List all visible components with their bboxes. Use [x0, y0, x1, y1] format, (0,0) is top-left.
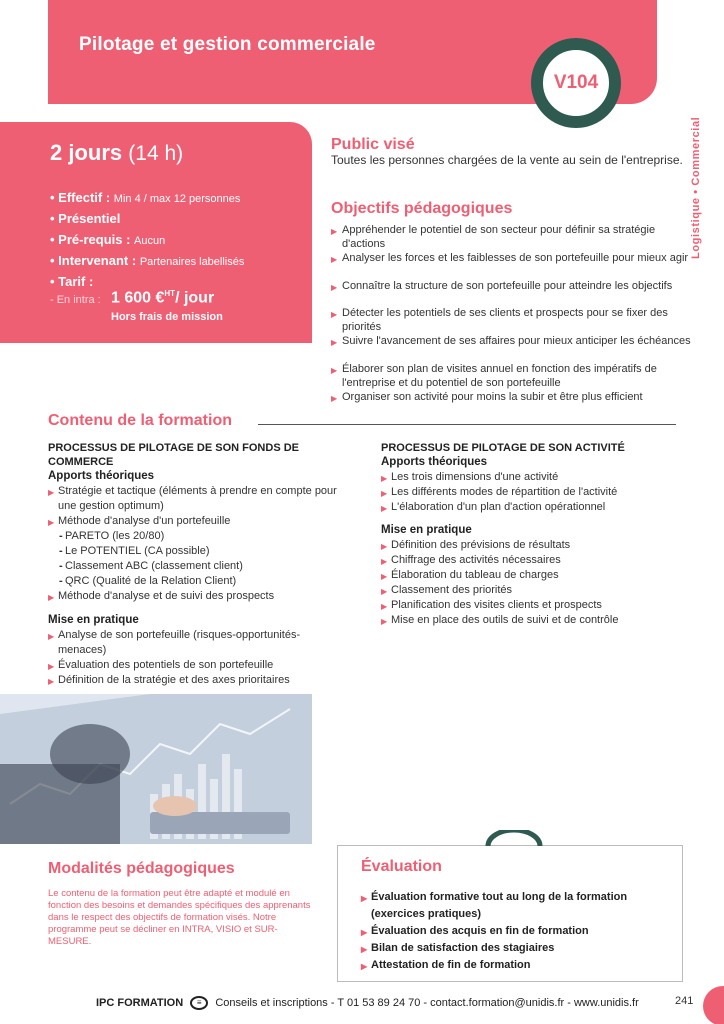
price-note: Hors frais de mission: [111, 311, 223, 323]
triangle-bullet-icon: ▶: [48, 662, 55, 671]
list-item: ▶ Bilan de satisfaction des stagiaires: [361, 940, 661, 957]
presentiel-label: Présentiel: [58, 211, 121, 226]
evaluation-list: [361, 889, 661, 974]
triangle-bullet-icon: ▶: [381, 504, 388, 513]
triangle-bullet-icon: ▶: [48, 518, 55, 527]
page-corner-dot: [703, 986, 724, 1024]
triangle-bullet-icon: ▶: [331, 310, 338, 319]
prerequis-value: Aucun: [134, 235, 166, 247]
duration-hours: (14 h): [128, 142, 184, 165]
evaluation-box-decoration: [338, 830, 684, 850]
list-item: ▶ Stratégie et tactique (éléments à prendre en compte pour une gestion optimum): [48, 485, 337, 512]
public-text: Toutes les personnes chargées de la vente au sein de l'entreprise.: [331, 153, 683, 167]
duration-days: 2 jours: [50, 140, 123, 165]
objectif-item: ▶ Suivre l'avancement de ses affaires pour mieux anticiper les échéances: [331, 335, 691, 349]
list-item: ▶ Méthode d'analyse d'un portefeuille: [48, 514, 348, 529]
triangle-bullet-icon: ▶: [331, 255, 338, 264]
objectifs-title: Objectifs pédagogiques: [331, 200, 513, 217]
right-apports-title: Apports théoriques: [381, 456, 488, 468]
triangle-bullet-icon: ▶: [381, 557, 388, 566]
triangle-bullet-icon: ▶: [361, 928, 368, 937]
triangle-bullet-icon: ▶: [381, 617, 388, 626]
triangle-bullet-icon: ▶: [331, 338, 338, 347]
intervenant-value: Partenaires labellisés: [139, 256, 245, 268]
objectif-item: ▶ Appréhender le potentiel de son secteur pour définir sa stratégie d'actions: [331, 224, 656, 250]
triangle-bullet-icon: ▶: [48, 632, 55, 641]
right-process-title: PROCESSUS DE PILOTAGE DE SON ACTIVITÉ: [381, 442, 625, 454]
price-value: 1 600 €: [111, 289, 165, 307]
sub-list-item: - Classement ABC (classement client): [59, 560, 243, 572]
right-pratique-title: Mise en pratique: [381, 524, 472, 536]
info-presentiel: • Présentiel: [50, 211, 121, 226]
list-item: ▶ Évaluation des acquis en fin de formation: [361, 923, 661, 940]
list-item: ▶ Analyse de son portefeuille (risques-opportunités-menaces): [48, 629, 301, 656]
page-title: Pilotage et gestion commerciale: [79, 34, 376, 55]
footer-brand: IPC FORMATION: [96, 996, 184, 1009]
page-number: 241: [675, 995, 694, 1007]
intervenant-label: Intervenant :: [58, 253, 137, 268]
list-item: ▶ Classement des priorités: [381, 583, 681, 598]
modalites-title: Modalités pédagogiques: [48, 860, 235, 877]
side-category-label: Logistique • Commercial: [690, 116, 702, 260]
left-apports-title: Apports théoriques: [48, 470, 155, 482]
contact-icon: ≡: [190, 996, 208, 1010]
triangle-bullet-icon: ▶: [381, 572, 388, 581]
objectif-item: ▶ Organiser son activité pour moins la subir et être plus efficient: [331, 391, 691, 405]
list-item: ▶ Planification des visites clients et prospects: [381, 598, 681, 613]
objectif-item: ▶ Connaître la structure de son portefeuille pour atteindre les objectifs: [331, 280, 691, 294]
list-item: ▶ Les différents modes de répartition de l'activité: [381, 485, 681, 500]
triangle-bullet-icon: ▶: [331, 283, 338, 292]
footer: [96, 996, 656, 1010]
prerequis-label: Pré-requis :: [58, 232, 131, 247]
effectif-label: Effectif :: [58, 190, 111, 205]
list-item: ▶ Évaluation des potentiels de son portefeuille: [48, 658, 348, 673]
triangle-bullet-icon: ▶: [381, 542, 388, 551]
duration: [50, 140, 183, 166]
sub-list-item: - Le POTENTIEL (CA possible): [59, 545, 210, 557]
triangle-bullet-icon: ▶: [381, 587, 388, 596]
effectif-value: Min 4 / max 12 personnes: [113, 193, 241, 205]
left-process-title: PROCESSUS DE PILOTAGE DE SON FONDS DE COMMERCE: [48, 442, 299, 468]
triangle-bullet-icon: ▶: [331, 394, 338, 403]
contenu-right-column: [381, 441, 681, 628]
course-code: V104: [553, 72, 599, 93]
public-title: Public visé: [331, 136, 415, 153]
triangle-bullet-icon: ▶: [381, 602, 388, 611]
list-item: ▶ Méthode d'analyse et de suivi des prospects: [48, 589, 348, 604]
list-item: ▶ Mise en place des outils de suivi et de contrôle: [381, 613, 681, 628]
price-sup: HT: [164, 289, 176, 298]
evaluation-title: Évaluation: [361, 858, 442, 875]
price-unit: / jour: [175, 289, 215, 307]
info-intervenant: • Intervenant : Partenaires labellisés: [50, 253, 245, 268]
triangle-bullet-icon: ▶: [381, 474, 388, 483]
objectif-item: ▶ Élaborer son plan de visites annuel en fonction des impératifs de l'entreprise et du potentiel de son portefeuille: [331, 363, 657, 389]
triangle-bullet-icon: ▶: [381, 489, 388, 498]
triangle-bullet-icon: ▶: [361, 894, 368, 903]
sub-list-item: - PARETO (les 20/80): [59, 530, 165, 542]
course-code-badge: [531, 38, 621, 128]
triangle-bullet-icon: ▶: [361, 962, 368, 971]
triangle-bullet-icon: ▶: [331, 227, 338, 236]
list-item: ▶ Chiffrage des activités nécessaires: [381, 553, 681, 568]
section-divider: [258, 424, 676, 425]
contenu-title: Contenu de la formation: [48, 412, 238, 430]
footer-contact: Conseils et inscriptions - T 01 53 89 24 70 - contact.formation@unidis.fr - www.unidis.fr: [215, 996, 639, 1009]
list-item: ▶ Définition de la stratégie et des axes prioritaires: [48, 673, 348, 688]
triangle-bullet-icon: ▶: [48, 677, 55, 686]
tarif-label: Tarif :: [58, 274, 94, 289]
sub-list-item: - QRC (Qualité de la Relation Client): [59, 575, 237, 587]
left-pratique-title: Mise en pratique: [48, 614, 139, 626]
contenu-left-column: [48, 441, 348, 688]
triangle-bullet-icon: ▶: [48, 593, 55, 602]
objectif-item: ▶ Analyser les forces et les faiblesses de son portefeuille pour mieux agir: [331, 252, 691, 266]
price: [111, 289, 214, 307]
price-label: - En intra :: [50, 294, 101, 306]
triangle-bullet-icon: ▶: [331, 366, 338, 375]
info-effectif: • Effectif : Min 4 / max 12 personnes: [50, 190, 241, 205]
modalites-text: Le contenu de la formation peut être adapté et modulé en fonction des besoins et demandes spécifiques des apprenants dans le respect des objectifs de formation visés. Notre programme peut se décliner en INTRA, VISIO et SUR-MESURE.: [48, 888, 311, 947]
business-photo-illustration: [0, 694, 312, 844]
list-item: ▶ Évaluation formative tout au long de la formation (exercices pratiques): [361, 891, 628, 920]
list-item: ▶ Définition des prévisions de résultats: [381, 538, 681, 553]
list-item: ▶ Les trois dimensions d'une activité: [381, 470, 681, 485]
info-prerequis: • Pré-requis : Aucun: [50, 232, 166, 247]
triangle-bullet-icon: ▶: [48, 488, 55, 497]
list-item: ▶ Attestation de fin de formation: [361, 957, 661, 974]
info-tarif: • Tarif :: [50, 274, 94, 289]
triangle-bullet-icon: ▶: [361, 945, 368, 954]
objectif-item: ▶ Détecter les potentiels de ses clients et prospects pour se fixer des priorités: [331, 307, 668, 333]
list-item: ▶ Élaboration du tableau de charges: [381, 568, 681, 583]
business-photo: [0, 694, 312, 844]
list-item: ▶ L'élaboration d'un plan d'action opérationnel: [381, 500, 681, 515]
